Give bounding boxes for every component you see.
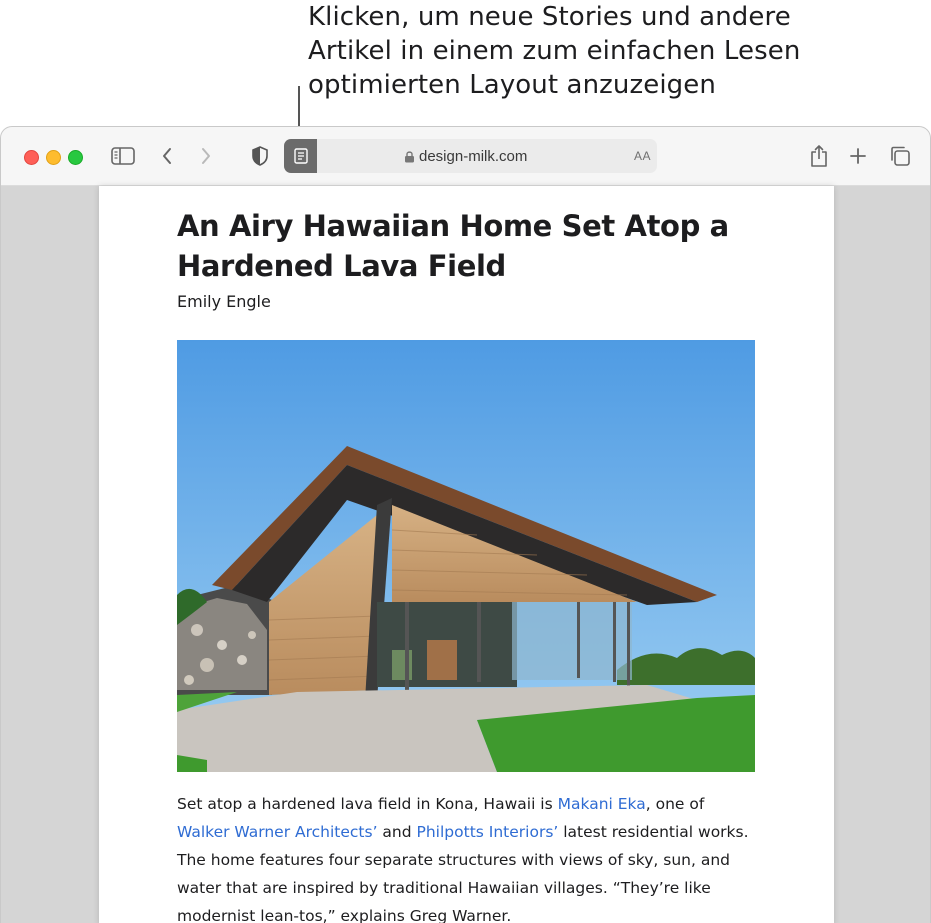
article-title: An Airy Hawaiian Home Set Atop a Hardened Lava Field (177, 209, 729, 283)
paragraph-text: , one of (645, 795, 705, 813)
plus-icon[interactable] (848, 145, 868, 167)
sidebar-icon[interactable] (110, 145, 136, 167)
zoom-window-button[interactable] (68, 150, 83, 165)
url-text: design-milk.com (419, 147, 528, 165)
tabs-overview-icon[interactable] (888, 144, 912, 168)
link-walker-warner-architects[interactable]: Walker Warner Architects’ (177, 823, 378, 841)
callout-line: Artikel in einem zum einfachen Lesen (308, 36, 801, 66)
forward-icon[interactable] (197, 145, 215, 167)
reader-button[interactable] (284, 139, 317, 173)
address-bar[interactable] (284, 139, 657, 173)
paragraph-text: latest residential works. The home features four separate structures with views of sky, sun, and water that are inspired by traditional Hawaiian villages. “They’re like modernist lean-tos,” explains Greg Warner. (177, 823, 749, 923)
link-philpotts-interiors[interactable]: Philpotts Interiors’ (416, 823, 559, 841)
share-icon[interactable] (808, 142, 830, 170)
toolbar (1, 127, 930, 186)
back-icon[interactable] (158, 145, 176, 167)
text-size-button[interactable] (634, 139, 651, 173)
callout-text (308, 0, 908, 102)
text-size-label: AA (633, 149, 651, 163)
lock-icon (404, 150, 415, 163)
minimize-window-button[interactable] (46, 150, 61, 165)
reader-page (99, 186, 834, 923)
privacy-shield-icon[interactable] (250, 144, 270, 168)
article-paragraph (177, 790, 757, 923)
paragraph-text: Set atop a hardened lava field in Kona, Hawaii is (177, 795, 558, 813)
callout-line: optimierten Layout anzuzeigen (308, 70, 716, 100)
callout-line: Klicken, um neue Stories und andere (308, 2, 791, 32)
article-hero-image (177, 340, 755, 772)
paragraph-text: and (377, 823, 417, 841)
reader-icon (294, 148, 308, 164)
url-display[interactable] (404, 139, 527, 173)
browser-window (0, 126, 931, 923)
link-makani-eka[interactable]: Makani Eka (557, 795, 646, 813)
close-window-button[interactable] (24, 150, 39, 165)
article-author: Emily Engle (177, 292, 271, 311)
